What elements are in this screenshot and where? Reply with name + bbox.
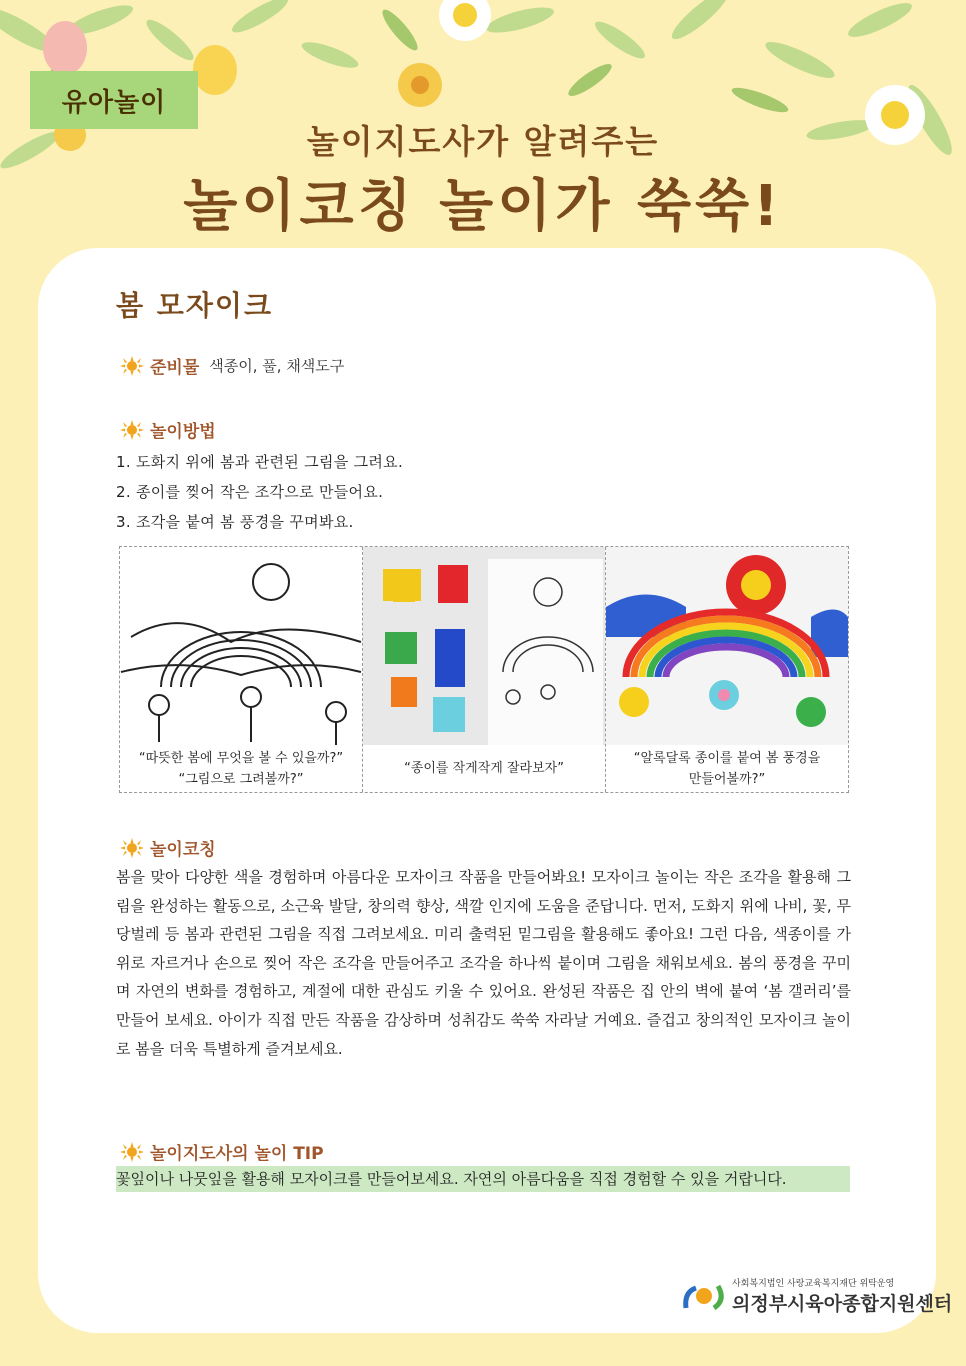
tip-label: 놀이지도사의 놀이 TIP xyxy=(150,1144,324,1164)
coaching-section xyxy=(120,835,216,860)
rainbow-drawing-image xyxy=(120,547,362,745)
coaching-paragraph: 봄을 맞아 다양한 색을 경험하며 아름다운 모자이크 작품을 만들어봐요! 모자이크 놀이는 작은 조각을 활용해 그림을 완성하는 활동으로, 소근육 발달, 창의력 향상, 색깔 인지에 도움을 준답니다. 먼저, 도화지 위에 나비, 꽃, 무당벌레 등 봄과 관련된 그림을 직접 그려보세요. 미리 출력된 밑그림을 활용해도 좋아요! 그런 다음, 색종이를 가위로 자르거나 손으로 찢어 작은 조각을 만들어주고 조각을 하나씩 붙이며 그림을 채워보세요. 봄의 풍경을 꾸미며 자연의 변화를 경험하고, 계절에 대한 관심도 키울 수 있어요. 완성된 작품은 집 안의 벽에 붙여 ‘봄 갤러리’를 만들어 보세요. 아이가 직접 만든 작품을 감상하며 성취감도 쑥쑥 자라날 거예요. 즐겁고 창의적인 모자이크 놀이로 봄을 더욱 특별하게 즐겨보세요. xyxy=(116,868,851,1058)
sun-bullet-icon xyxy=(120,356,144,376)
photo-caption xyxy=(120,745,362,792)
tip-text: 꽃잎이나 나뭇잎을 활용해 모자이크를 만들어보세요. 자연의 아름다움을 직접 경험할 수 있을 거랍니다. xyxy=(116,1166,850,1192)
category-badge: 유아놀이 xyxy=(30,71,198,129)
caption-line: “알록달록 종이를 붙여 봄 풍경을 xyxy=(633,750,821,766)
sun-bullet-icon xyxy=(120,838,144,858)
materials-section xyxy=(120,353,344,378)
method-step: 3. 조각을 붙여 봄 풍경을 꾸며봐요. xyxy=(116,513,354,531)
sun-bullet-icon xyxy=(120,1142,144,1162)
activity-photos xyxy=(119,546,849,793)
method-section xyxy=(120,417,216,442)
tip-section xyxy=(120,1139,324,1164)
torn-paper-image xyxy=(363,547,605,745)
caption-line: “종이를 작게작게 잘라보자” xyxy=(404,761,564,776)
method-label: 놀이방법 xyxy=(150,422,216,442)
materials-label: 준비물 xyxy=(150,358,200,378)
caption-line: “그림으로 그려볼까?” xyxy=(178,771,304,787)
org-operator: 사회복지법인 사랑교육복지재단 위탁운영 xyxy=(732,1279,895,1289)
caption-line: “따뜻한 봄에 무엇을 볼 수 있을까?” xyxy=(138,750,344,766)
article-heading: 봄 모자이크 xyxy=(116,289,273,322)
page-title: 놀이코칭 놀이가 쑥쑥! xyxy=(183,174,783,239)
org-logo-icon xyxy=(682,1278,728,1314)
caption-line: 만들어볼까?” xyxy=(688,771,766,787)
sun-bullet-icon xyxy=(120,420,144,440)
method-step: 1. 도화지 위에 봄과 관련된 그림을 그려요. xyxy=(116,453,404,471)
photo-panel-paper xyxy=(363,547,606,792)
coaching-label: 놀이코칭 xyxy=(150,840,216,860)
photo-caption xyxy=(606,745,848,792)
method-step: 2. 종이를 찢어 작은 조각으로 만들어요. xyxy=(116,483,384,501)
photo-caption xyxy=(363,745,605,792)
photo-panel-mosaic xyxy=(606,547,848,792)
photo-panel-drawing xyxy=(120,547,363,792)
org-name: 의정부시육아종합지원센터 xyxy=(732,1293,953,1315)
org-logo xyxy=(682,1276,952,1316)
page-subtitle: 놀이지도사가 알려주는 xyxy=(306,122,660,161)
materials-value: 색종이, 풀, 채색도구 xyxy=(209,357,345,375)
finished-mosaic-image xyxy=(606,547,848,745)
